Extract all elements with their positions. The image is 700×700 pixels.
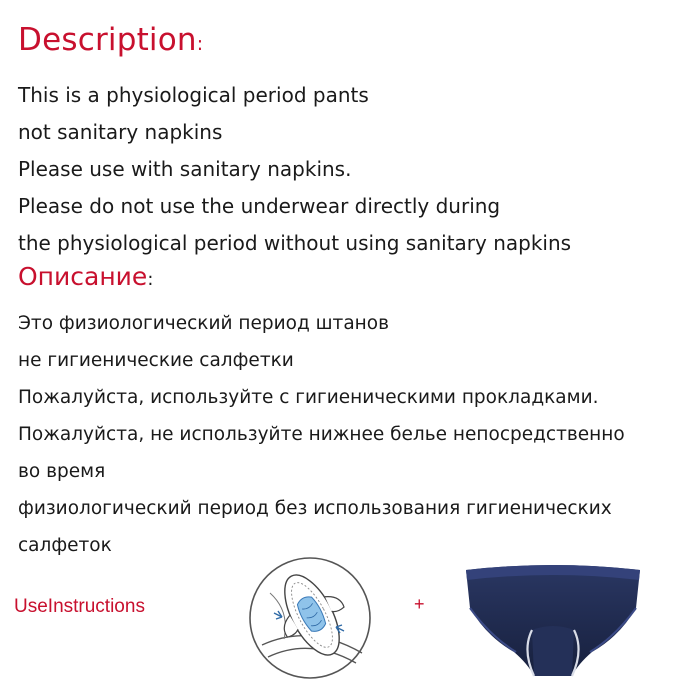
plus-sign: +: [414, 594, 425, 614]
description-line-ru: физиологический период без использования гигиенических: [18, 498, 612, 519]
description-line-ru: не гигиенические салфетки: [18, 350, 294, 371]
description-heading-ru-colon: :: [147, 269, 154, 290]
description-heading-ru: [18, 262, 153, 291]
description-line-ru: Это физиологический период штанов: [18, 313, 389, 334]
description-text-en: [18, 80, 571, 265]
description-line-en: the physiological period without using sanitary napkins: [18, 231, 572, 255]
description-line-ru: во время: [18, 461, 106, 482]
period-pants-photo-icon: [460, 560, 646, 680]
description-line-en: This is a physiological period pants: [18, 83, 369, 107]
description-heading-en-text: Description: [18, 22, 197, 58]
description-text-ru: [18, 308, 625, 567]
sanitary-pad-sketch-icon: [240, 553, 380, 683]
use-instructions-label: UseInstructions: [14, 596, 145, 617]
description-line-ru: салфеток: [18, 535, 112, 556]
description-heading-en: [18, 22, 203, 58]
description-heading-ru-text: Описание: [18, 262, 148, 291]
description-line-en: Please do not use the underwear directly during: [18, 194, 501, 218]
description-line-en: Please use with sanitary napkins.: [18, 157, 352, 181]
description-line-ru: Пожалуйста, используйте с гигиеническими прокладками.: [18, 387, 599, 408]
description-line-ru: Пожалуйста, не используйте нижнее белье непосредственно: [18, 424, 625, 445]
description-line-en: not sanitary napkins: [18, 120, 223, 144]
description-heading-en-colon: :: [196, 33, 204, 55]
